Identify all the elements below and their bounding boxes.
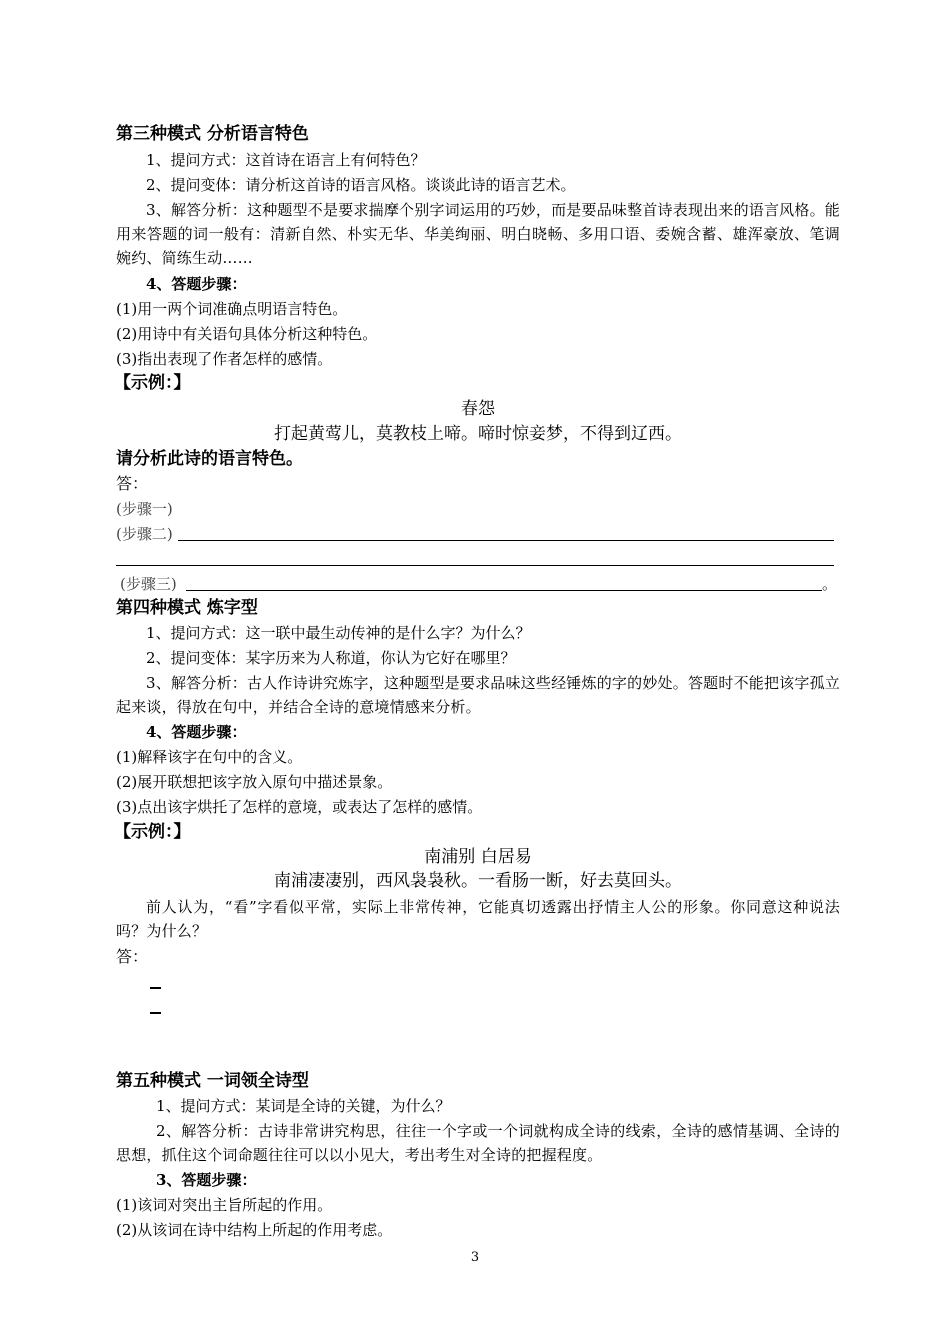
answer-line bbox=[178, 540, 834, 541]
section-title-mode5: 第五种模式 一词领全诗型 bbox=[116, 1071, 309, 1091]
mode4-poem-text: 南浦凄凄别，西风袅袅秋。一看肠一断，好去莫回头。 bbox=[274, 871, 682, 891]
answer-line bbox=[116, 565, 834, 566]
mode3-poem-text: 打起黄莺儿，莫教枝上啼。啼时惊妾梦，不得到辽西。 bbox=[274, 424, 682, 444]
mode3-answer-step2: (步骤二) bbox=[116, 525, 173, 543]
mode5-question-method: 1、提问方式：某词是全诗的关键，为什么？ bbox=[156, 1097, 451, 1115]
mode4-analysis: 3、解答分析：古人作诗讲究炼字，这种题型是要求品味这些经锤炼的字的妙处。答题时不能把该字孤立起来谈，得放在句中，并结合全诗的意境情感来分析。 bbox=[116, 674, 840, 716]
mode5-steps-title: 3、答题步骤： bbox=[156, 1171, 257, 1189]
mode3-answer-step3: (步骤三) bbox=[120, 575, 177, 593]
mode3-step-1: (1)用一两个词准确点明语言特色。 bbox=[116, 300, 348, 318]
mode3-step-3: (3)指出表现了作者怎样的感情。 bbox=[116, 350, 333, 368]
mode3-answer-label: 答： bbox=[116, 474, 149, 493]
mode3-answer-step1: (步骤一) bbox=[116, 500, 173, 518]
section-title-mode4: 第四种模式 炼字型 bbox=[116, 598, 258, 618]
mode3-poem-title: 春怨 bbox=[461, 399, 495, 419]
mode5-step-1: (1)该词对突出主旨所起的作用。 bbox=[116, 1196, 333, 1214]
mode4-step-3: (3)点出该字烘托了怎样的意境，或表达了怎样的感情。 bbox=[116, 798, 483, 816]
answer-line bbox=[186, 590, 822, 591]
mode5-analysis: 2、解答分析：古诗非常讲究构思，往往一个字或一个词就构成全诗的线索，全诗的感情基调、全诗的思想，抓住这个词命题往往可以以小见大，考出考生对全诗的把握程度。 bbox=[116, 1122, 840, 1164]
mode4-answer-label: 答： bbox=[116, 947, 149, 966]
mode4-step-2: (2)展开联想把该字放入原句中描述景象。 bbox=[116, 773, 393, 791]
mode3-steps-title: 4、答题步骤： bbox=[146, 275, 247, 293]
mode4-question: 前人认为，“看”字看似平常，实际上非常传神，它能真切透露出抒情主人公的形象。你同意这种说法吗？为什么？ bbox=[116, 898, 840, 940]
mode4-step-1: (1)解释该字在句中的含义。 bbox=[116, 748, 303, 766]
mode4-question-method: 1、提问方式：这一联中最生动传神的是什么字？为什么？ bbox=[146, 624, 531, 642]
page-number: 3 bbox=[470, 1250, 480, 1265]
mode5-step-2: (2)从该词在诗中结构上所起的作用考虑。 bbox=[116, 1221, 393, 1239]
mode4-steps-title: 4、答题步骤： bbox=[146, 723, 247, 741]
answer-blank-mark bbox=[150, 1012, 161, 1014]
mode3-question-variant: 2、提问变体：请分析这首诗的语言风格。谈谈此诗的语言艺术。 bbox=[146, 176, 576, 194]
mode3-end-mark: 。 bbox=[822, 575, 838, 593]
answer-blank-mark bbox=[150, 987, 161, 989]
section-title-mode3: 第三种模式 分析语言特色 bbox=[116, 124, 309, 144]
mode4-poem-title: 南浦别 白居易 bbox=[424, 847, 532, 867]
mode3-step-2: (2)用诗中有关语句具体分析这种特色。 bbox=[116, 325, 378, 343]
mode3-example-label: 【示例：】 bbox=[114, 373, 191, 393]
mode3-analysis: 3、解答分析：这种题型不是要求揣摩个别字词运用的巧妙，而是要品味整首诗表现出来的语言风格。能用来答题的词一般有：清新自然、朴实无华、华美绚丽、明白晓畅、多用口语、委婉含蓄、雄浑豪放、笔调婉约、简练生动…… bbox=[116, 201, 840, 267]
mode3-question: 请分析此诗的语言特色。 bbox=[116, 449, 303, 469]
mode4-question-variant: 2、提问变体：某字历来为人称道，你认为它好在哪里？ bbox=[146, 649, 516, 667]
mode3-question-method: 1、提问方式：这首诗在语言上有何特色？ bbox=[146, 151, 426, 169]
mode4-example-label: 【示例：】 bbox=[114, 822, 191, 842]
